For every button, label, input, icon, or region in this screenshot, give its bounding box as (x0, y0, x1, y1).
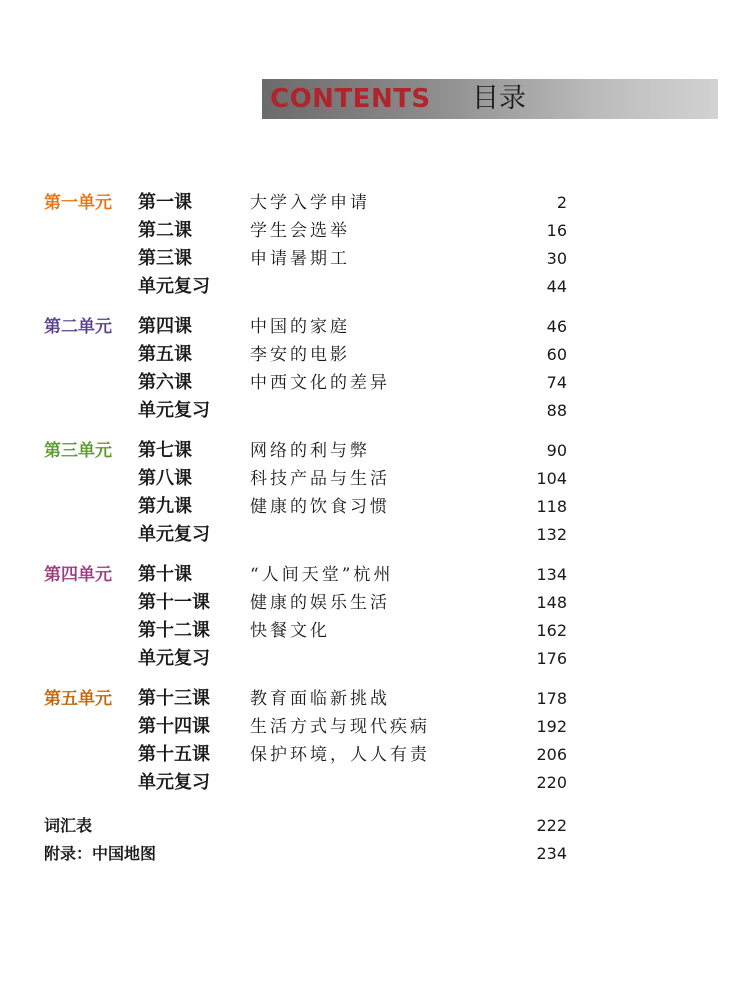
lesson-label[interactable]: 第十课 (138, 564, 192, 585)
lesson-title[interactable]: 保护环境，人人有责 (250, 745, 430, 765)
lesson-label[interactable]: 第六课 (138, 372, 192, 393)
page-number: 192 (536, 717, 567, 736)
lesson-label[interactable]: 第一课 (138, 192, 192, 213)
lesson-label[interactable]: 第十二课 (138, 620, 210, 641)
page-number: 162 (536, 621, 567, 640)
lesson-title[interactable]: 健康的娱乐生活 (250, 593, 390, 613)
page-number: 178 (536, 689, 567, 708)
contents-title-en: CONTENTS (270, 84, 431, 114)
lesson-title[interactable]: 中西文化的差异 (250, 373, 390, 393)
extra-label[interactable]: 词汇表 (44, 816, 93, 835)
page-number: 132 (536, 525, 567, 544)
page-number: 74 (546, 373, 567, 392)
lesson-label[interactable]: 第十三课 (138, 688, 210, 709)
lesson-label[interactable]: 第十一课 (138, 592, 210, 613)
unit-label: 第三单元 (44, 441, 112, 461)
lesson-title[interactable]: 生活方式与现代疾病 (250, 717, 430, 737)
page-number: 118 (536, 497, 567, 516)
extra-label[interactable]: 附录：中国地图 (44, 844, 157, 863)
page-number: 206 (536, 745, 567, 764)
unit-label: 第一单元 (44, 193, 112, 213)
contents-title-zh: 目录 (472, 83, 526, 114)
page-number: 134 (536, 565, 567, 584)
lesson-label[interactable]: 第九课 (138, 496, 192, 517)
lesson-label[interactable]: 单元复习 (138, 772, 210, 793)
lesson-label[interactable]: 单元复习 (138, 276, 210, 297)
page-number: 88 (546, 401, 567, 420)
lesson-label[interactable]: 第四课 (138, 316, 192, 337)
page-number: 90 (546, 441, 567, 460)
page-number: 60 (546, 345, 567, 364)
lesson-title[interactable]: 中国的家庭 (250, 317, 350, 337)
unit-label: 第二单元 (44, 317, 112, 337)
page-number: 46 (546, 317, 567, 336)
lesson-title[interactable]: 教育面临新挑战 (250, 689, 390, 709)
lesson-label[interactable]: 第三课 (138, 248, 192, 269)
lesson-title[interactable]: 科技产品与生活 (250, 469, 390, 489)
lesson-title[interactable]: 网络的利与弊 (250, 441, 370, 461)
lesson-title[interactable]: 学生会选举 (250, 221, 350, 241)
lesson-label[interactable]: 第二课 (138, 220, 192, 241)
lesson-label[interactable]: 第十五课 (138, 744, 210, 765)
page-number: 176 (536, 649, 567, 668)
page-number: 2 (556, 193, 567, 212)
lesson-label[interactable]: 第五课 (138, 344, 192, 365)
lesson-title[interactable]: 大学入学申请 (250, 193, 370, 213)
lesson-title[interactable]: 申请暑期工 (250, 249, 350, 269)
page-number: 222 (536, 816, 567, 835)
lesson-label[interactable]: 第七课 (138, 440, 192, 461)
page-number: 30 (546, 249, 567, 268)
lesson-label[interactable]: 单元复习 (138, 524, 210, 545)
unit-label: 第四单元 (44, 565, 112, 585)
lesson-title[interactable]: 李安的电影 (250, 345, 350, 365)
page-number: 104 (536, 469, 567, 488)
unit-label: 第五单元 (44, 689, 112, 709)
lesson-title[interactable]: 健康的饮食习惯 (250, 497, 390, 517)
page-number: 16 (546, 221, 567, 240)
lesson-label[interactable]: 第八课 (138, 468, 192, 489)
page-number: 220 (536, 773, 567, 792)
lesson-label[interactable]: 单元复习 (138, 648, 210, 669)
lesson-label[interactable]: 单元复习 (138, 400, 210, 421)
lesson-title[interactable]: 快餐文化 (250, 621, 330, 641)
page-number: 148 (536, 593, 567, 612)
lesson-label[interactable]: 第十四课 (138, 716, 210, 737)
lesson-title[interactable]: “人间天堂”杭州 (250, 565, 394, 585)
page-number: 44 (546, 277, 567, 296)
page-number: 234 (536, 844, 567, 863)
